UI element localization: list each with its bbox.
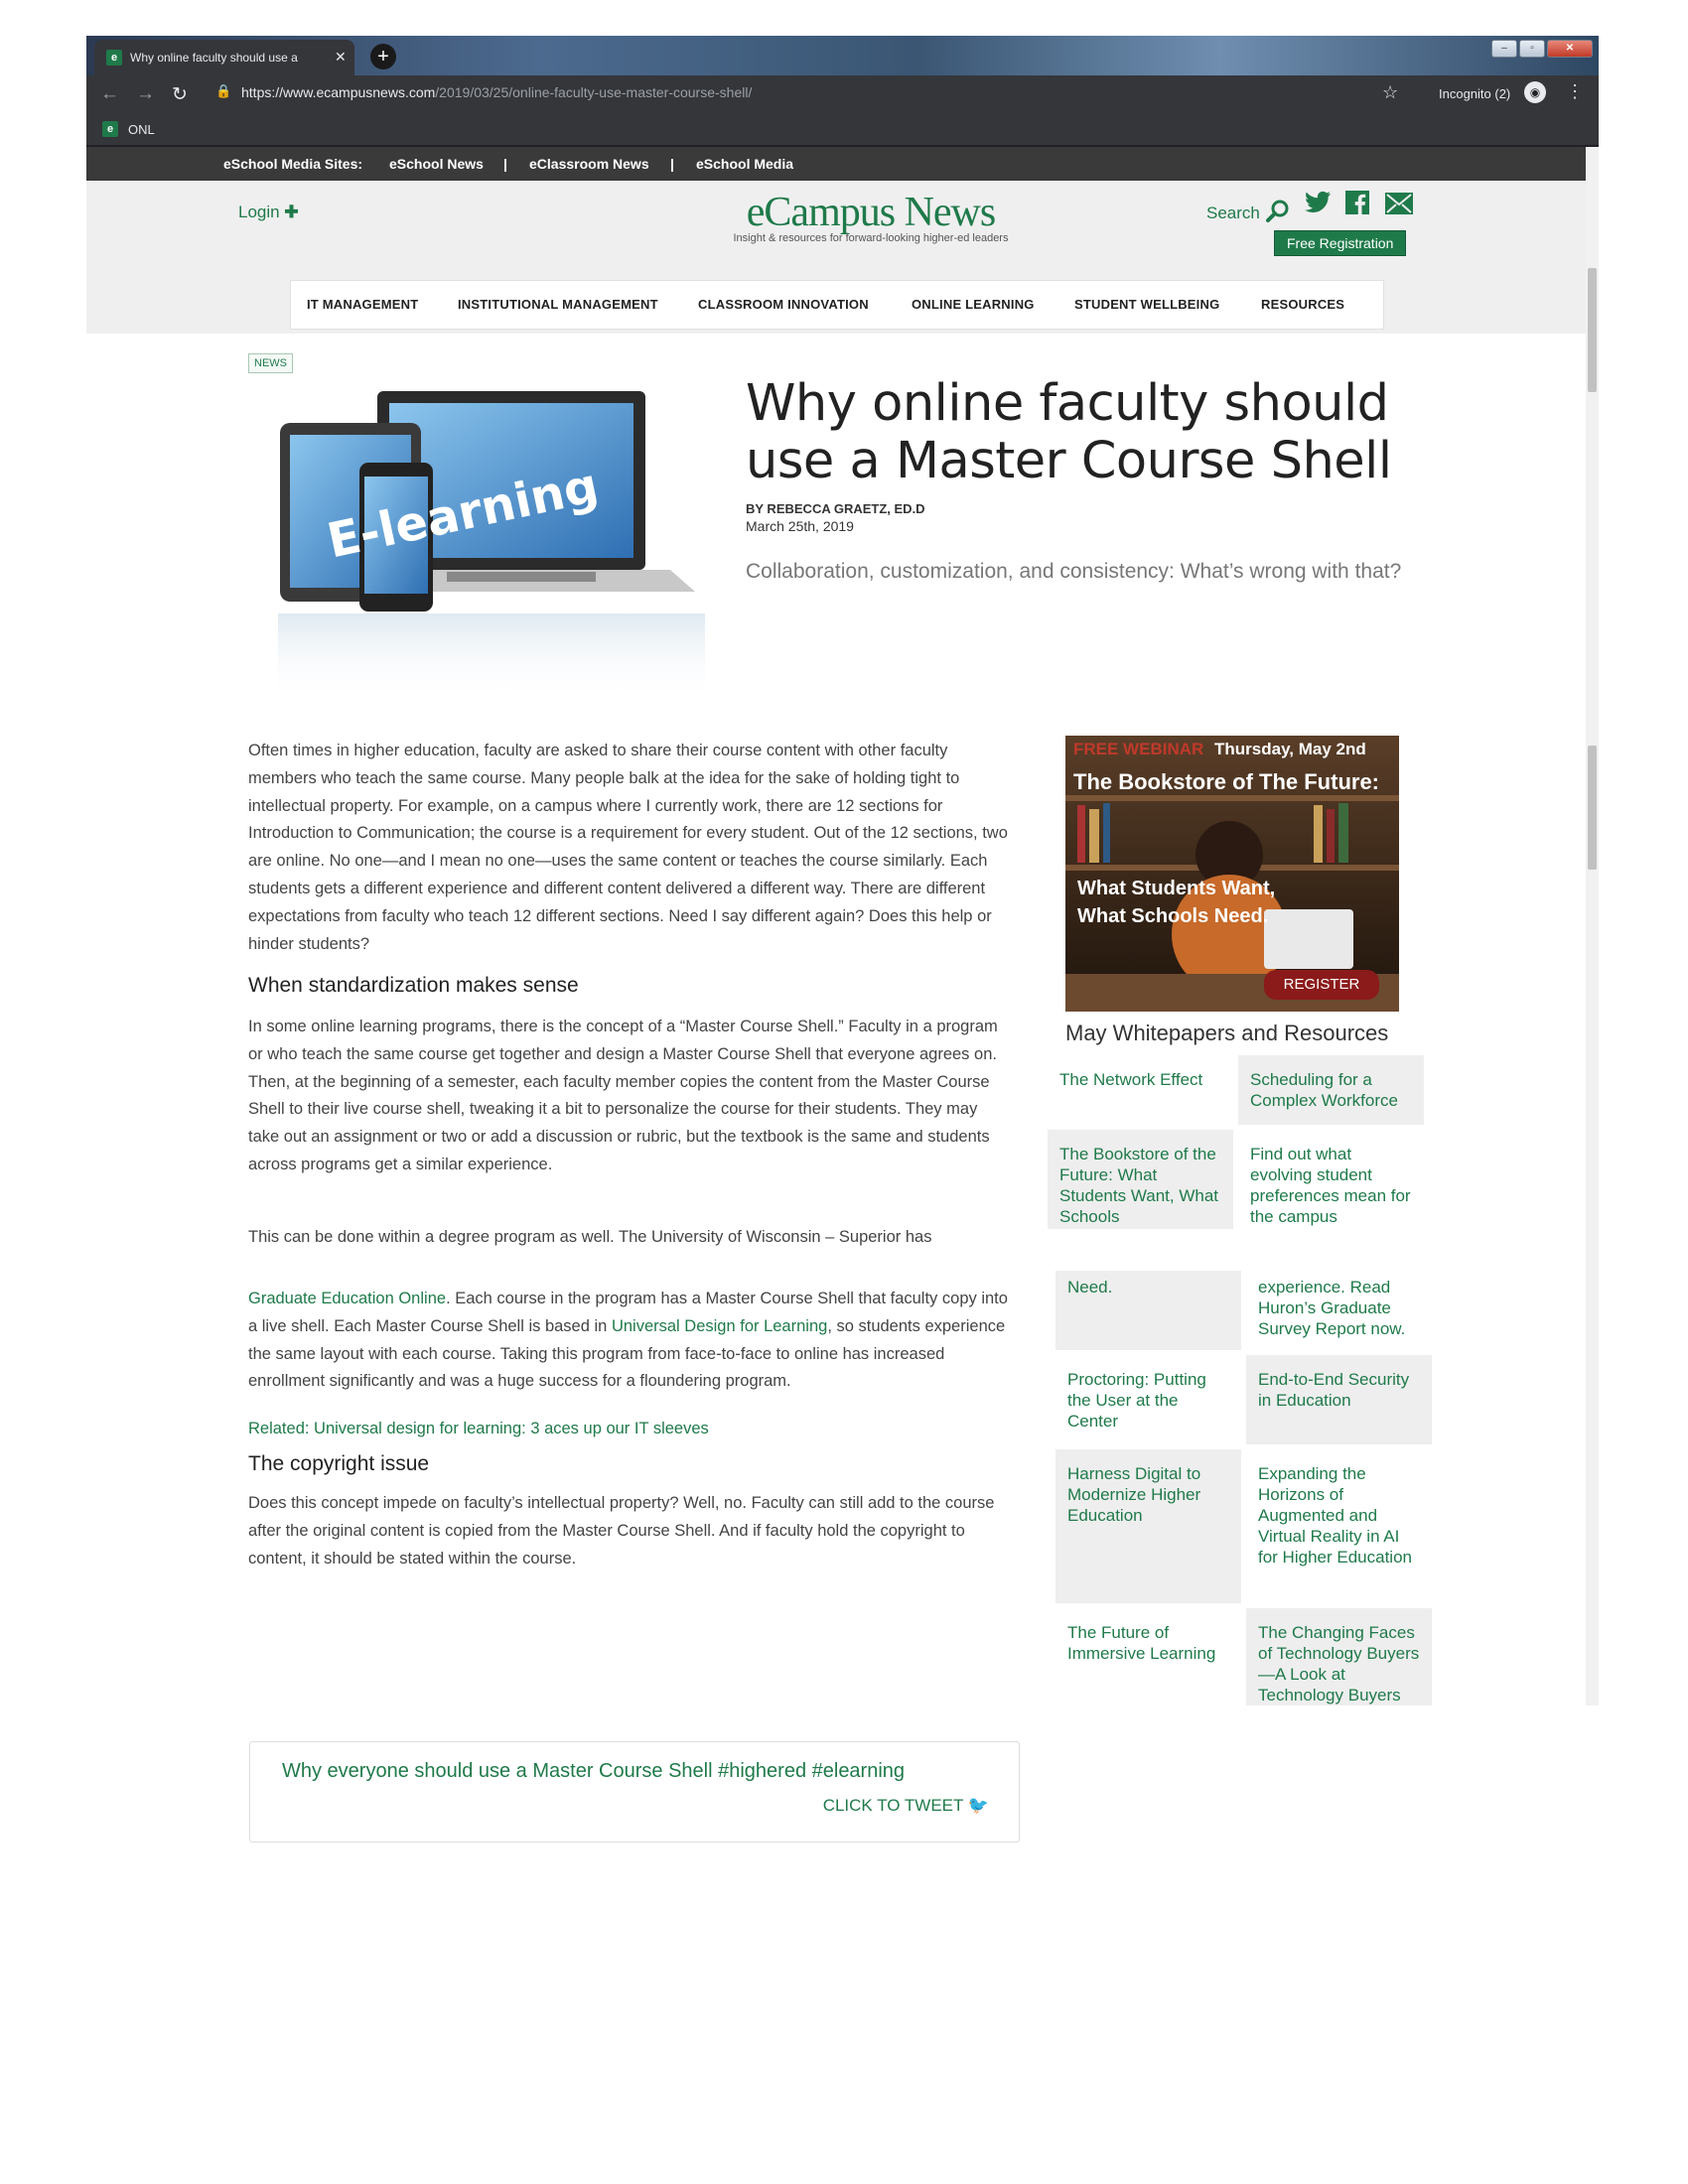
ad-headline: The Bookstore of The Future: — [1073, 769, 1379, 794]
tweet-cta-label: CLICK TO TWEET — [822, 1796, 964, 1815]
login-link[interactable] — [238, 203, 299, 222]
logo-text: eCampus News — [746, 190, 996, 235]
url-path: /2019/03/25/online-faculty-use-master-course-shell/ — [435, 84, 753, 100]
related-link[interactable]: Related: Universal design for learning: 3 aces up our IT sleeves — [248, 1420, 709, 1437]
sites-separator: | — [503, 156, 507, 172]
nav-item-institutional-management[interactable]: INSTITUTIONAL MANAGEMENT — [458, 297, 658, 312]
address-bar[interactable] — [241, 84, 752, 100]
new-tab-icon[interactable]: + — [370, 44, 396, 69]
nav-item-resources[interactable]: RESOURCES — [1261, 297, 1345, 312]
whitepaper-link[interactable]: The Network Effect — [1059, 1070, 1203, 1089]
click-to-tweet-button[interactable] — [823, 1796, 989, 1816]
page-title — [746, 375, 1421, 490]
browser-tab[interactable] — [94, 40, 354, 75]
browser-menu-icon[interactable]: ⋮ — [1566, 81, 1584, 101]
whitepaper-item[interactable] — [1055, 1449, 1241, 1603]
ad-subhead — [1077, 875, 1275, 930]
sites-separator: | — [670, 156, 674, 172]
login-label: Login — [238, 203, 280, 221]
facebook-icon[interactable] — [1345, 191, 1369, 221]
incognito-label: Incognito (2) — [1439, 86, 1511, 101]
site-link-eschool-media[interactable]: eSchool Media — [696, 156, 794, 172]
paragraph-4-text-a: . Each course in the program has a Master Course Shell that faculty copy into a live shell. Each Master Course Shell is based in — [248, 1290, 1008, 1335]
forward-icon[interactable]: → — [136, 83, 155, 104]
whitepaper-item[interactable] — [1238, 1130, 1424, 1229]
ad-header — [1073, 740, 1366, 759]
reload-icon[interactable]: ↻ — [172, 84, 188, 105]
bookmarks-bar — [86, 113, 1599, 145]
click-to-tweet-box[interactable] — [249, 1741, 1020, 1843]
webinar-ad[interactable] — [1065, 736, 1399, 1012]
whitepaper-link[interactable]: Proctoring: Putting the User at the Center — [1067, 1370, 1206, 1431]
hero-image — [268, 383, 725, 711]
window-close-icon[interactable]: ✕ — [1547, 40, 1593, 58]
graduate-education-link[interactable]: Graduate Education Online — [248, 1290, 447, 1307]
article-dek: Collaboration, customization, and consistency: What’s wrong with that? — [746, 560, 1402, 583]
whitepaper-item[interactable] — [1048, 1055, 1233, 1125]
search-label: Search — [1206, 204, 1260, 222]
bookmark-star-icon[interactable]: ☆ — [1382, 82, 1399, 102]
scrollbar-thumb[interactable] — [1588, 746, 1597, 870]
nav-item-student-wellbeing[interactable]: STUDENT WELLBEING — [1074, 297, 1220, 312]
title-line-2: use a Master Course Shell — [746, 432, 1392, 490]
twitter-icon[interactable] — [1304, 191, 1332, 221]
scrollbar-thumb[interactable] — [1588, 268, 1597, 392]
whitepaper-link[interactable]: Find out what evolving student preferences mean for the campus — [1250, 1145, 1411, 1226]
paragraph-4 — [248, 1286, 1013, 1396]
hero-text: E-learning — [322, 458, 604, 570]
ad-subhead-line-2: What Schools Need. — [1077, 905, 1269, 927]
whitepaper-link[interactable]: The Bookstore of the Future: What Students Want, What Schools — [1059, 1145, 1218, 1226]
tab-favicon-icon: e — [106, 50, 122, 66]
search-link[interactable] — [1206, 199, 1291, 224]
ad-date: Thursday, May 2nd — [1214, 740, 1366, 758]
site-header — [86, 181, 1586, 334]
subheading-standardization: When standardization makes sense — [248, 974, 579, 997]
whitepaper-link[interactable]: Expanding the Horizons of Augmented and Virtual Reality in AI for Higher Education — [1258, 1464, 1412, 1567]
whitepaper-item[interactable] — [1246, 1449, 1432, 1603]
tweet-quote: Why everyone should use a Master Course Shell #highered #elearning — [282, 1760, 906, 1782]
category-badge[interactable]: NEWS — [248, 353, 293, 373]
browser-toolbar — [86, 75, 1599, 113]
back-icon[interactable]: ← — [100, 83, 119, 104]
paragraph-3: This can be done within a degree program as well. The University of Wisconsin – Superior has — [248, 1228, 932, 1246]
free-registration-button[interactable]: Free Registration — [1274, 230, 1406, 256]
whitepaper-link[interactable]: The Changing Faces of Technology Buyers—A Look at Technology Buyers — [1258, 1623, 1420, 1705]
nav-item-online-learning[interactable]: ONLINE LEARNING — [912, 297, 1035, 312]
plus-icon: ✚ — [284, 203, 299, 221]
minimize-icon[interactable]: – — [1491, 40, 1517, 58]
whitepaper-item[interactable] — [1055, 1355, 1241, 1444]
tab-title: Why online faculty should use a — [130, 51, 298, 65]
nav-item-it-management[interactable]: IT MANAGEMENT — [307, 297, 419, 312]
email-icon[interactable] — [1385, 191, 1413, 221]
page-viewport — [86, 147, 1586, 1815]
whitepaper-link[interactable]: Harness Digital to Modernize Higher Education — [1067, 1464, 1201, 1525]
paragraph-4-text-b: , so students experience the same layout with each course. Taking this program from face-to-face to online has increased enrollment significantly and was a huge success for a floundering program. — [248, 1316, 1006, 1391]
ad-kicker: FREE WEBINAR — [1073, 740, 1204, 758]
twitter-small-icon: 🐦 — [967, 1796, 989, 1815]
whitepaper-item[interactable] — [1055, 1608, 1241, 1706]
whitepapers-title: May Whitepapers and Resources — [1065, 1021, 1389, 1045]
paragraph-2: In some online learning programs, there is the concept of a “Master Course Shell.” Faculty in a program or who teach the same course get together and design a Master Course Shell that everyone agrees on. Then, at the beginning of a semester, each faculty member copies the content from the Master Course Shell to their live course shell, tweaking it a bit to personalize the course for their students. They may take out an assignment or two or add a discussion or rubric, but the textbook is the same and students across programs get a similar experience. — [248, 1018, 998, 1173]
ad-subhead-line-1: What Students Want, — [1077, 878, 1276, 899]
incognito-icon[interactable]: ◉ — [1524, 81, 1546, 103]
subheading-copyright: The copyright issue — [248, 1452, 430, 1475]
bookmark-favicon-icon: e — [102, 121, 118, 137]
window-controls — [1489, 38, 1593, 58]
whitepaper-link[interactable]: Scheduling for a Complex Workforce — [1250, 1070, 1398, 1110]
sites-bar — [86, 147, 1586, 181]
site-link-eclassroom-news[interactable]: eClassroom News — [529, 156, 649, 172]
whitepaper-link[interactable]: experience. Read Huron’s Graduate Survey Report now. — [1258, 1278, 1406, 1338]
whitepaper-item[interactable] — [1048, 1130, 1233, 1229]
ad-register-button[interactable]: REGISTER — [1264, 970, 1379, 1000]
nav-item-classroom-innovation[interactable]: CLASSROOM INNOVATION — [698, 297, 869, 312]
whitepaper-item[interactable] — [1055, 1271, 1241, 1350]
whitepaper-link[interactable]: End-to-End Security in Education — [1258, 1370, 1410, 1410]
page-scrollbar[interactable] — [1586, 147, 1599, 1706]
logo-tagline: Insight & resources for forward-looking higher-ed leaders — [733, 232, 1009, 244]
restore-icon[interactable]: ▫ — [1519, 40, 1545, 58]
bookmark-item[interactable]: ONL — [128, 122, 155, 137]
publish-date: March 25th, 2019 — [746, 518, 854, 534]
universal-design-link[interactable]: Universal Design for Learning — [611, 1316, 828, 1335]
site-logo[interactable] — [672, 189, 1069, 244]
whitepaper-link[interactable]: The Future of Immersive Learning — [1067, 1623, 1216, 1663]
whitepaper-item[interactable] — [1246, 1271, 1432, 1350]
paragraph-1: Often times in higher education, faculty are asked to share their course content with other faculty members who teach the same course. Many people balk at the idea for the sake of holding tight to intellectual property. For example, on a campus where I currently work, there are 12 sections for Introduction to Communication; the course is a requirement for every student. Out of the 12 sections, two are online. No one—and I mean no one—uses the same content or teaches the course similarly. Each students gets a different experience and different content delivered a different way. There are different expectations from faculty who teach 12 different sections. Need I say different again? Does this help or hinder students? — [248, 742, 1008, 953]
lock-icon[interactable]: 🔒 — [215, 83, 232, 98]
byline[interactable]: BY REBECCA GRAETZ, ED.D — [746, 501, 925, 516]
search-icon — [1265, 199, 1291, 224]
whitepaper-link[interactable]: Need. — [1067, 1278, 1113, 1297]
tab-strip — [86, 36, 1599, 75]
site-link-eschool-news[interactable]: eSchool News — [389, 156, 484, 172]
main-nav — [290, 280, 1384, 330]
sites-label: eSchool Media Sites: — [223, 156, 363, 172]
whitepaper-item[interactable] — [1246, 1355, 1432, 1444]
title-line-1: Why online faculty should — [746, 374, 1389, 433]
whitepaper-item[interactable] — [1246, 1608, 1432, 1706]
url-host: https://www.ecampusnews.com — [241, 84, 436, 100]
paragraph-5: Does this concept impede on faculty’s intellectual property? Well, no. Faculty can still add to the course after the original content is copied from the Master Course Shell. And if faculty hold the copyright to content, it should be stated within the course. — [248, 1494, 995, 1568]
browser-window — [86, 36, 1599, 147]
whitepaper-item[interactable] — [1238, 1055, 1424, 1125]
tab-close-icon[interactable]: ✕ — [335, 49, 347, 65]
